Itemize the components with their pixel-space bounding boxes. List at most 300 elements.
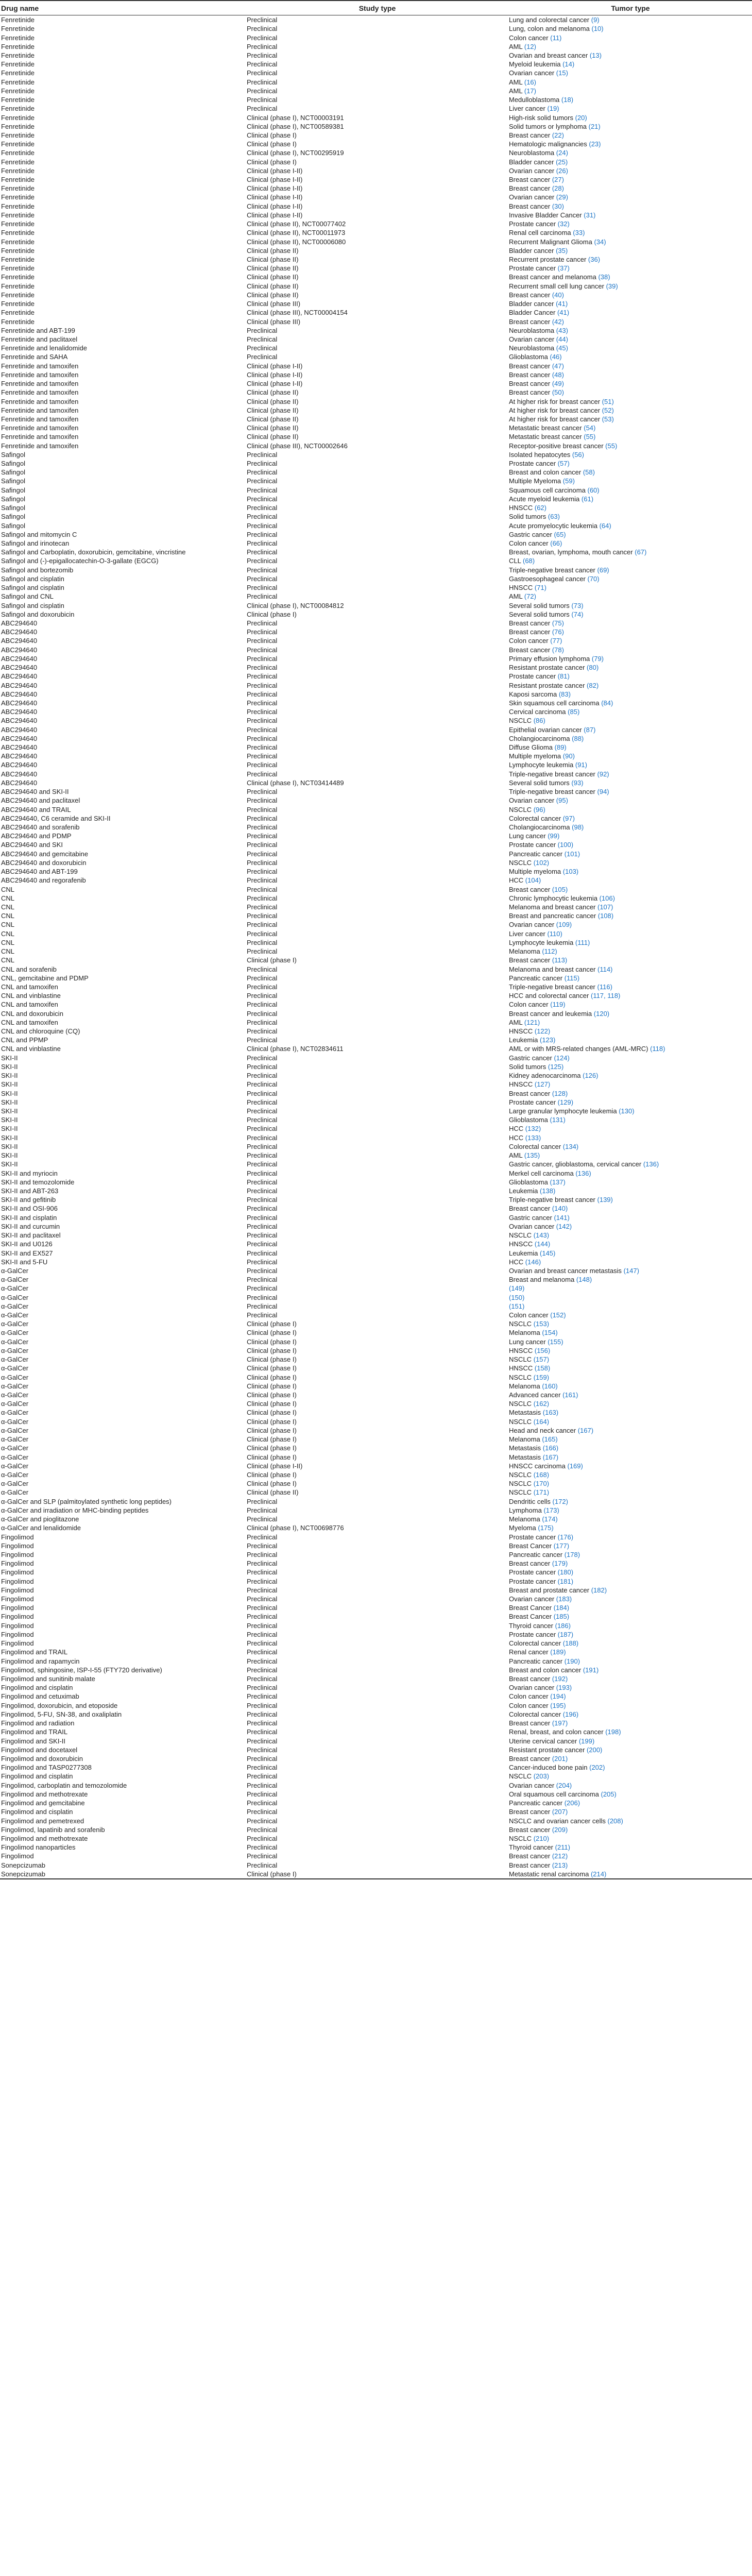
reference-link[interactable]: (167) <box>542 1453 559 1461</box>
reference-link[interactable]: (105) <box>552 885 568 893</box>
reference-link[interactable]: (55) <box>584 433 596 441</box>
reference-link[interactable]: (97) <box>562 814 575 822</box>
reference-link[interactable]: (159) <box>533 1373 550 1381</box>
reference-link[interactable]: (22) <box>552 131 564 139</box>
study-type-cell: Clinical (phase I) <box>247 610 297 618</box>
reference-link[interactable]: (121) <box>524 1018 540 1026</box>
table-row <box>0 1426 752 1435</box>
reference-link[interactable]: (76) <box>552 628 564 636</box>
reference-link[interactable]: (152) <box>550 1311 566 1319</box>
reference-link[interactable]: (92) <box>597 770 609 778</box>
tumor-type-cell: Liver cancer (19) <box>509 105 559 113</box>
reference-link[interactable]: (186) <box>555 1621 571 1630</box>
study-type-cell: Clinical (phase I), NCT00589381 <box>247 122 344 130</box>
reference-link[interactable]: (175) <box>538 1524 554 1532</box>
reference-link[interactable]: (154) <box>542 1329 558 1337</box>
reference-link[interactable]: (181) <box>557 1577 574 1585</box>
reference-link[interactable]: (11) <box>550 33 562 42</box>
reference-link[interactable]: (80) <box>587 664 599 672</box>
reference-link[interactable]: (197) <box>552 1719 568 1727</box>
reference-link[interactable]: (157) <box>533 1355 550 1364</box>
reference-link[interactable]: (170) <box>533 1480 550 1488</box>
reference-link[interactable]: (62) <box>534 504 546 512</box>
study-type-cell: Preclinical <box>247 1515 278 1523</box>
table-row <box>0 503 752 512</box>
table-row <box>0 1452 752 1461</box>
reference-link[interactable]: (9) <box>591 16 600 24</box>
reference-link[interactable]: (172) <box>552 1497 568 1505</box>
reference-link[interactable]: (77) <box>550 637 562 645</box>
reference-link[interactable]: (54) <box>584 424 596 432</box>
reference-link[interactable]: (46) <box>550 353 562 361</box>
reference-link[interactable]: (90) <box>562 752 575 760</box>
reference-link[interactable]: (179) <box>552 1560 568 1568</box>
reference-link[interactable]: (174) <box>542 1515 558 1523</box>
reference-link[interactable]: (33) <box>573 229 585 237</box>
reference-link[interactable]: (178) <box>564 1550 580 1558</box>
reference-link[interactable]: (49) <box>552 380 564 388</box>
reference-link[interactable]: (162) <box>533 1400 550 1408</box>
reference-link[interactable]: (67) <box>635 548 647 556</box>
reference-link[interactable]: (17) <box>524 87 536 95</box>
reference-link[interactable]: (16) <box>524 78 536 86</box>
reference-link[interactable]: (182) <box>591 1586 607 1594</box>
reference-link[interactable]: (63) <box>548 513 560 521</box>
reference-link[interactable]: (123) <box>540 1036 556 1044</box>
reference-link[interactable]: (133) <box>525 1133 541 1142</box>
reference-link[interactable]: (79) <box>591 654 604 663</box>
reference-link[interactable]: (198) <box>605 1728 621 1736</box>
reference-link[interactable]: (147) <box>623 1266 639 1275</box>
reference-link[interactable]: (127) <box>534 1080 551 1089</box>
reference-link[interactable]: (38) <box>598 273 610 281</box>
reference-link[interactable]: (51) <box>602 397 614 405</box>
reference-link[interactable]: (21) <box>588 122 601 130</box>
reference-link[interactable]: (124) <box>554 1054 570 1062</box>
reference-link[interactable]: (194) <box>550 1692 566 1701</box>
reference-link[interactable]: (126) <box>583 1072 599 1080</box>
reference-link[interactable]: (128) <box>552 1089 568 1097</box>
reference-link[interactable]: (112) <box>542 947 557 956</box>
reference-link[interactable]: (12) <box>524 42 536 50</box>
table-row <box>0 335 752 344</box>
reference-link[interactable]: (166) <box>542 1444 559 1452</box>
reference-link[interactable]: (86) <box>533 717 545 725</box>
reference-link[interactable]: (61) <box>581 495 594 503</box>
reference-link[interactable]: (158) <box>534 1364 551 1372</box>
reference-link[interactable]: (106) <box>599 894 615 902</box>
reference-link[interactable]: (187) <box>557 1630 574 1638</box>
drug-name-cell: α-GalCer <box>1 1382 29 1390</box>
reference-link[interactable]: (78) <box>552 646 564 654</box>
reference-link[interactable]: (93) <box>571 778 584 787</box>
reference-link[interactable]: (173) <box>543 1506 559 1514</box>
reference-link[interactable]: (18) <box>561 96 574 104</box>
reference-link[interactable]: (52) <box>602 406 614 414</box>
reference-link[interactable]: (169) <box>567 1462 583 1470</box>
study-type-cell: Clinical (phase II) <box>247 388 299 397</box>
tumor-type-cell: Breast cancer (201) <box>509 1754 568 1762</box>
reference-link[interactable]: (114) <box>597 965 613 973</box>
reference-link[interactable]: (213) <box>552 1861 568 1869</box>
reference-link[interactable]: (189) <box>550 1648 566 1656</box>
table-row <box>0 1736 752 1745</box>
study-type-cell: Preclinical <box>247 628 278 636</box>
reference-link[interactable]: (109) <box>556 921 572 929</box>
study-type-cell: Clinical (phase I-II) <box>247 193 303 201</box>
drug-name-cell: Fingolimod <box>1 1568 34 1577</box>
reference-link[interactable]: (140) <box>552 1205 568 1213</box>
reference-link[interactable]: (59) <box>562 477 575 485</box>
reference-link[interactable]: (118) <box>650 1045 665 1053</box>
table-row <box>0 1009 752 1018</box>
reference-link[interactable]: (206) <box>564 1799 580 1807</box>
reference-link[interactable]: (104) <box>525 876 541 885</box>
reference-link[interactable]: (168) <box>533 1470 550 1479</box>
drug-name-cell: Fenretinide <box>1 220 35 228</box>
table-row <box>0 699 752 707</box>
reference-link[interactable]: (50) <box>552 388 564 397</box>
drug-name-cell: α-GalCer <box>1 1435 29 1444</box>
reference-link[interactable]: (138) <box>540 1187 556 1195</box>
reference-link[interactable]: (29) <box>556 193 568 201</box>
reference-link[interactable]: (199) <box>578 1737 595 1745</box>
reference-link[interactable]: (136) <box>643 1160 659 1168</box>
study-type-cell: Preclinical <box>247 69 278 77</box>
drug-name-cell: ABC294640 and SKI <box>1 841 63 849</box>
reference-link[interactable]: (202) <box>589 1764 605 1772</box>
reference-link[interactable]: (34) <box>594 238 606 246</box>
reference-link[interactable]: (192) <box>552 1675 568 1683</box>
reference-link[interactable]: (117, 118) <box>590 992 621 1000</box>
reference-link[interactable]: (149) <box>509 1284 525 1293</box>
tumor-type-cell: HNSCC (122) <box>509 1027 551 1036</box>
reference-link[interactable]: (188) <box>562 1639 579 1648</box>
reference-link[interactable]: (30) <box>552 202 564 210</box>
tumor-type-cell: Glioblastoma (46) <box>509 353 562 361</box>
reference-link[interactable]: (161) <box>562 1391 578 1399</box>
reference-link[interactable]: (134) <box>562 1142 579 1150</box>
reference-link[interactable]: (120) <box>593 1009 610 1018</box>
reference-link[interactable]: (74) <box>571 610 584 618</box>
table-row <box>0 166 752 175</box>
reference-link[interactable]: (193) <box>556 1684 572 1692</box>
reference-link[interactable]: (15) <box>556 69 568 77</box>
reference-link[interactable]: (165) <box>542 1435 558 1444</box>
table-row <box>0 1266 752 1275</box>
reference-link[interactable]: (136) <box>575 1169 591 1177</box>
reference-link[interactable]: (201) <box>552 1754 568 1762</box>
reference-link[interactable]: (35) <box>556 246 568 255</box>
reference-link[interactable]: (73) <box>571 601 584 609</box>
reference-link[interactable]: (143) <box>533 1231 550 1240</box>
reference-link[interactable]: (43) <box>556 326 568 334</box>
reference-link[interactable]: (150) <box>509 1293 525 1301</box>
study-type-cell: Preclinical <box>247 1754 278 1762</box>
reference-link[interactable]: (209) <box>552 1825 568 1834</box>
table-row <box>0 1816 752 1825</box>
tumor-type-cell: Colorectal cancer (196) <box>509 1710 579 1718</box>
tumor-type-cell: Breast and colon cancer (191) <box>509 1666 599 1674</box>
reference-link[interactable]: (27) <box>552 176 564 184</box>
reference-link[interactable]: (146) <box>525 1258 541 1266</box>
drug-name-cell: SKI-II <box>1 1151 18 1160</box>
drug-name-cell: Fenretinide <box>1 96 35 104</box>
reference-link[interactable]: (205) <box>601 1790 617 1798</box>
reference-link[interactable]: (19) <box>547 105 559 113</box>
reference-link[interactable]: (111) <box>575 938 590 946</box>
reference-link[interactable]: (94) <box>597 788 609 796</box>
study-type-cell: Preclinical <box>247 876 278 885</box>
reference-link[interactable]: (191) <box>583 1666 599 1674</box>
reference-link[interactable]: (91) <box>575 761 587 769</box>
drug-name-cell: SKI-II <box>1 1072 18 1080</box>
reference-link[interactable]: (190) <box>564 1657 580 1665</box>
reference-link[interactable]: (44) <box>556 335 568 343</box>
reference-link[interactable]: (60) <box>587 486 600 494</box>
reference-link[interactable]: (58) <box>583 468 595 477</box>
reference-link[interactable]: (185) <box>553 1613 570 1621</box>
reference-link[interactable]: (55) <box>605 442 618 450</box>
reference-link[interactable]: (36) <box>588 256 601 264</box>
tumor-type-cell: Triple-negative breast cancer (94) <box>509 788 609 796</box>
reference-link[interactable]: (53) <box>602 415 614 423</box>
reference-link[interactable]: (31) <box>584 211 596 219</box>
reference-link[interactable]: (183) <box>556 1595 572 1603</box>
reference-link[interactable]: (129) <box>557 1098 574 1106</box>
study-type-cell: Preclinical <box>247 450 278 459</box>
reference-link[interactable]: (141) <box>554 1213 570 1222</box>
study-type-cell: Preclinical <box>247 1196 278 1204</box>
reference-link[interactable]: (144) <box>534 1240 551 1248</box>
reference-link[interactable]: (45) <box>556 344 568 352</box>
reference-link[interactable]: (212) <box>552 1852 568 1860</box>
reference-link[interactable]: (20) <box>575 113 587 122</box>
reference-link[interactable]: (116) <box>597 982 612 991</box>
tumor-type-cell: Lymphocyte leukemia (91) <box>509 761 587 769</box>
drug-name-cell: Fingolimod <box>1 1541 34 1550</box>
reference-link[interactable]: (130) <box>619 1107 635 1115</box>
reference-link[interactable]: (196) <box>562 1710 579 1718</box>
reference-link[interactable]: (163) <box>542 1409 559 1417</box>
reference-link[interactable]: (122) <box>534 1027 551 1036</box>
study-type-cell: Preclinical <box>247 548 278 556</box>
reference-link[interactable]: (37) <box>557 264 570 273</box>
tumor-type-cell: Uterine cervical cancer (199) <box>509 1737 595 1745</box>
reference-link[interactable]: (25) <box>556 158 568 166</box>
reference-link[interactable]: (40) <box>552 291 564 299</box>
study-type-cell: Preclinical <box>247 717 278 725</box>
reference-link[interactable]: (24) <box>556 149 568 157</box>
reference-link[interactable]: (41) <box>556 300 568 308</box>
reference-link[interactable]: (81) <box>557 672 570 681</box>
reference-link[interactable]: (71) <box>534 584 546 592</box>
reference-link[interactable]: (65) <box>554 530 566 538</box>
table-row <box>0 832 752 840</box>
reference-link[interactable]: (148) <box>576 1276 592 1284</box>
reference-link[interactable]: (84) <box>601 699 613 707</box>
reference-link[interactable]: (180) <box>557 1568 574 1577</box>
reference-link[interactable]: (66) <box>550 539 562 548</box>
reference-link[interactable]: (119) <box>550 1001 566 1009</box>
tumor-type-cell: Glioblastoma (131) <box>509 1116 566 1124</box>
tumor-type-cell: Diffuse Glioma (89) <box>509 743 567 752</box>
drug-name-cell: CNL and sorafenib <box>1 965 57 973</box>
reference-link[interactable]: (137) <box>550 1178 566 1186</box>
reference-link[interactable]: (100) <box>557 841 574 849</box>
reference-link[interactable]: (57) <box>557 460 570 468</box>
table-row <box>0 583 752 592</box>
reference-link[interactable]: (103) <box>562 868 579 876</box>
tumor-type-cell: Myeloid leukemia (14) <box>509 60 575 69</box>
reference-link[interactable]: (39) <box>606 282 618 290</box>
reference-link[interactable]: (28) <box>552 184 564 193</box>
reference-link[interactable]: (41) <box>557 309 570 317</box>
reference-link[interactable]: (110) <box>547 929 562 938</box>
table-row <box>0 1532 752 1541</box>
drug-name-cell: Safingol and cisplatin <box>1 601 64 609</box>
reference-link[interactable]: (13) <box>589 51 602 59</box>
reference-link[interactable]: (70) <box>587 574 600 583</box>
reference-link[interactable]: (72) <box>524 592 536 601</box>
drug-name-cell: Fenretinide <box>1 140 35 148</box>
reference-link[interactable]: (153) <box>533 1320 550 1328</box>
tumor-type-cell: NSCLC (203) <box>509 1772 550 1781</box>
tumor-type-cell: Breast cancer (128) <box>509 1089 568 1097</box>
tumor-type-cell: Dendritic cells (172) <box>509 1497 568 1505</box>
reference-link[interactable]: (48) <box>552 370 564 379</box>
reference-link[interactable]: (211) <box>555 1843 570 1852</box>
drug-name-cell: Safingol and Carboplatin, doxorubicin, gemcitabine, vincristine <box>1 548 186 556</box>
reference-link[interactable]: (107) <box>597 903 613 911</box>
tumor-type-cell: Several solid tumors (93) <box>509 778 584 787</box>
table-row <box>0 654 752 663</box>
reference-link[interactable]: (98) <box>572 823 584 832</box>
reference-link[interactable]: (96) <box>533 805 545 814</box>
reference-link[interactable]: (156) <box>534 1346 551 1354</box>
study-type-cell: Preclinical <box>247 637 278 645</box>
reference-link[interactable]: (113) <box>552 956 568 964</box>
reference-link[interactable]: (145) <box>540 1249 556 1257</box>
table-row <box>0 646 752 654</box>
reference-link[interactable]: (160) <box>542 1382 558 1390</box>
reference-link[interactable]: (214) <box>590 1870 607 1878</box>
reference-link[interactable]: (75) <box>552 619 564 627</box>
reference-link[interactable]: (87) <box>584 725 596 734</box>
table-row <box>0 840 752 849</box>
reference-link[interactable]: (14) <box>562 60 575 69</box>
reference-link[interactable]: (26) <box>556 166 568 175</box>
reference-link[interactable]: (82) <box>587 681 599 689</box>
reference-link[interactable]: (195) <box>550 1701 566 1709</box>
study-type-cell: Preclinical <box>247 1062 278 1071</box>
tumor-type-cell: Prostate cancer (81) <box>509 672 570 681</box>
reference-link[interactable]: (167) <box>577 1426 594 1434</box>
reference-link[interactable]: (155) <box>548 1337 563 1346</box>
reference-link[interactable]: (200) <box>587 1745 603 1754</box>
drug-name-cell: Fenretinide <box>1 158 35 166</box>
reference-link[interactable]: (139) <box>597 1196 613 1204</box>
tumor-type-cell: NSCLC (86) <box>509 717 545 725</box>
reference-link[interactable]: (142) <box>556 1222 572 1230</box>
reference-link[interactable]: (208) <box>607 1817 623 1825</box>
reference-link[interactable]: (56) <box>572 450 584 459</box>
reference-link[interactable]: (64) <box>599 521 611 530</box>
reference-link[interactable]: (83) <box>558 690 571 698</box>
reference-link[interactable]: (125) <box>548 1062 564 1071</box>
table-row <box>0 317 752 326</box>
reference-link[interactable]: (203) <box>533 1772 550 1781</box>
reference-link[interactable]: (101) <box>564 850 580 858</box>
reference-link[interactable]: (108) <box>597 912 614 920</box>
study-type-cell: Clinical (phase I) <box>247 1417 297 1426</box>
reference-link[interactable]: (115) <box>564 974 580 982</box>
table-row <box>0 885 752 893</box>
drug-name-cell: Safingol <box>1 504 25 512</box>
table-row <box>0 193 752 201</box>
drug-name-cell: Safingol and cisplatin <box>1 574 64 583</box>
reference-link[interactable]: (132) <box>525 1125 541 1133</box>
reference-link[interactable]: (23) <box>589 140 601 148</box>
table-header-row <box>0 1 752 15</box>
drug-name-cell: Fenretinide and tamoxifen <box>1 433 79 441</box>
reference-link[interactable]: (47) <box>552 362 564 370</box>
reference-link[interactable]: (69) <box>597 566 609 574</box>
tumor-type-cell: AML or with MRS-related changes (AML-MRC) (118) <box>509 1045 665 1053</box>
study-type-cell: Preclinical <box>247 1266 278 1275</box>
study-type-cell: Preclinical <box>247 1772 278 1781</box>
reference-link[interactable]: (102) <box>533 858 550 867</box>
drug-name-cell: Fingolimod and docetaxel <box>1 1745 78 1754</box>
reference-link[interactable]: (10) <box>591 25 604 33</box>
reference-link[interactable]: (151) <box>509 1302 525 1310</box>
reference-link[interactable]: (131) <box>550 1116 566 1124</box>
reference-link[interactable]: (210) <box>533 1834 550 1842</box>
table-row <box>0 264 752 273</box>
reference-link[interactable]: (176) <box>557 1533 574 1541</box>
study-type-cell: Preclinical <box>247 33 278 42</box>
study-type-cell: Preclinical <box>247 1648 278 1656</box>
table-row <box>0 672 752 681</box>
reference-link[interactable]: (204) <box>556 1781 572 1789</box>
reference-link[interactable]: (88) <box>572 734 584 742</box>
table-row <box>0 1825 752 1834</box>
tumor-type-cell: Pancreatic cancer (206) <box>509 1799 580 1807</box>
tumor-type-cell: CLL (68) <box>509 557 535 565</box>
drug-name-cell: CNL <box>1 956 15 964</box>
reference-link[interactable]: (184) <box>553 1604 570 1612</box>
reference-link[interactable]: (89) <box>554 743 567 752</box>
drug-name-cell: CNL and vinblastine <box>1 992 61 1000</box>
reference-link[interactable]: (207) <box>552 1808 568 1816</box>
study-type-cell: Preclinical <box>247 486 278 494</box>
reference-link[interactable]: (177) <box>553 1541 570 1550</box>
reference-link[interactable]: (99) <box>548 832 560 840</box>
reference-link[interactable]: (171) <box>533 1488 550 1497</box>
table-row <box>0 1595 752 1603</box>
reference-link[interactable]: (85) <box>568 708 580 716</box>
study-type-cell: Clinical (phase I) <box>247 140 297 148</box>
reference-link[interactable]: (32) <box>557 220 570 228</box>
reference-link[interactable]: (42) <box>552 317 564 326</box>
reference-link[interactable]: (135) <box>524 1151 540 1160</box>
reference-link[interactable]: (68) <box>523 557 535 565</box>
reference-link[interactable]: (95) <box>556 796 568 805</box>
table-row <box>0 442 752 450</box>
table-row <box>0 548 752 556</box>
study-type-cell: Preclinical <box>247 1160 278 1168</box>
reference-link[interactable]: (164) <box>533 1417 550 1426</box>
